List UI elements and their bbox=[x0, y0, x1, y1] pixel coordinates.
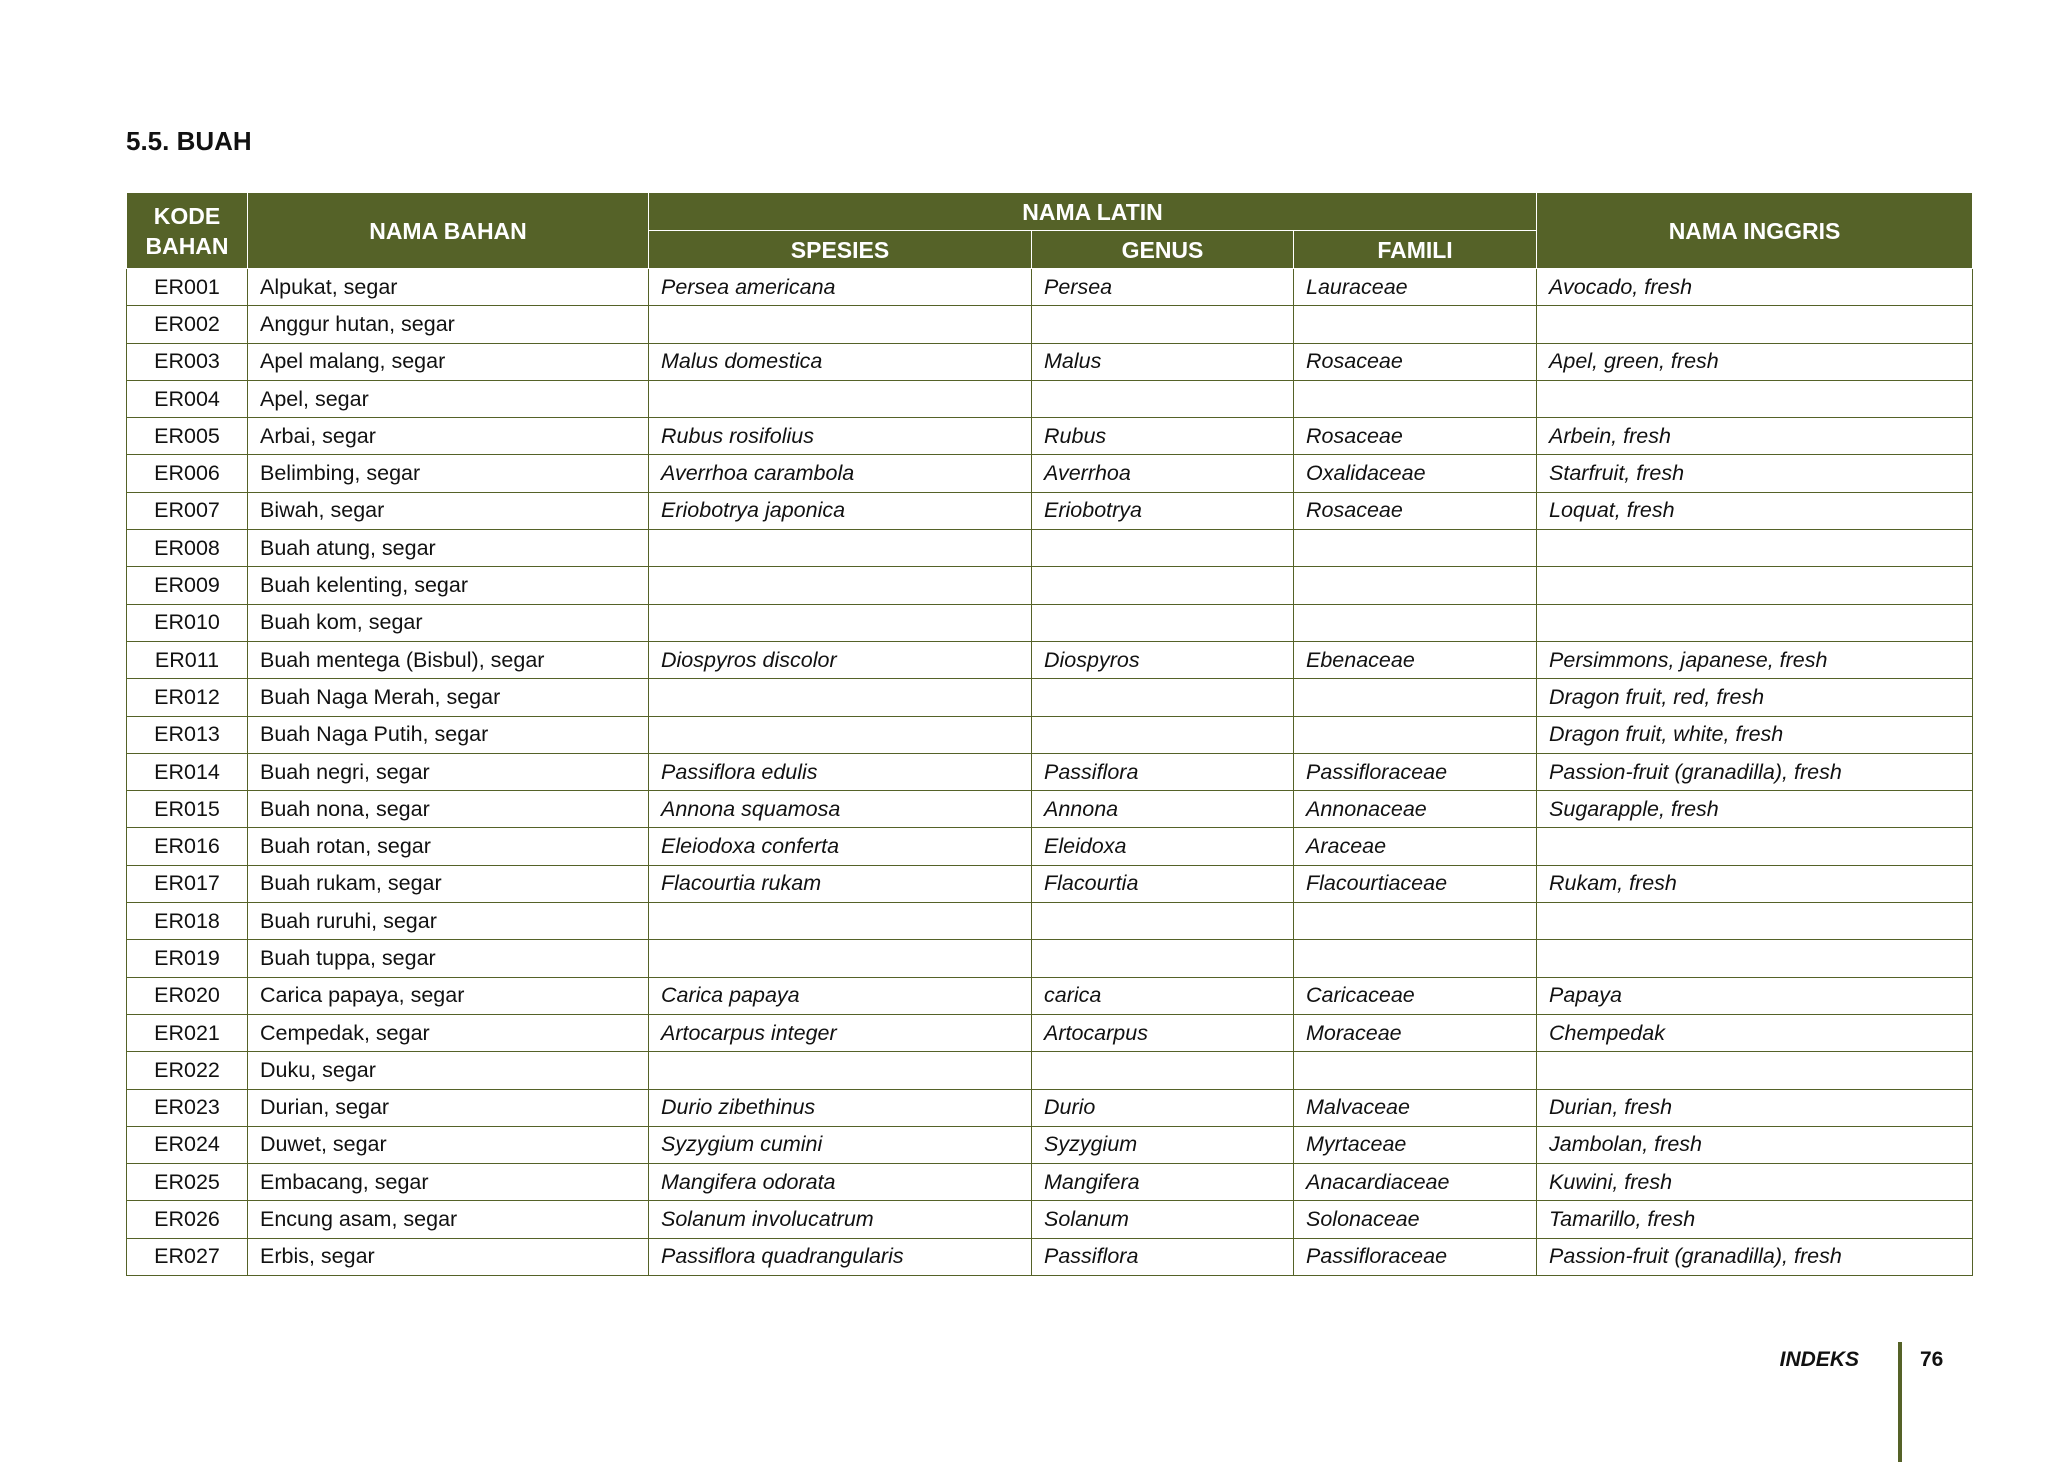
cell-nama-bahan: Buah ruruhi, segar bbox=[248, 903, 649, 940]
cell-kode: ER008 bbox=[127, 530, 248, 567]
cell-genus bbox=[1032, 679, 1294, 716]
cell-famili bbox=[1294, 380, 1537, 417]
cell-nama-inggris: Starfruit, fresh bbox=[1537, 455, 1973, 492]
cell-kode: ER025 bbox=[127, 1164, 248, 1201]
cell-genus: Annona bbox=[1032, 791, 1294, 828]
table-row bbox=[127, 492, 1973, 529]
cell-famili: Moraceae bbox=[1294, 1014, 1537, 1051]
cell-nama-inggris: Durian, fresh bbox=[1537, 1089, 1973, 1126]
section-title: 5.5. BUAH bbox=[126, 126, 252, 156]
cell-genus bbox=[1032, 604, 1294, 641]
cell-nama-inggris: Kuwini, fresh bbox=[1537, 1164, 1973, 1201]
cell-spesies bbox=[649, 1052, 1032, 1089]
cell-nama-inggris: Passion-fruit (granadilla), fresh bbox=[1537, 753, 1973, 790]
footer-label: INDEKS bbox=[1779, 1348, 1859, 1371]
cell-genus: Durio bbox=[1032, 1089, 1294, 1126]
table-row bbox=[127, 1201, 1973, 1238]
table-row bbox=[127, 455, 1973, 492]
cell-spesies bbox=[649, 604, 1032, 641]
cell-nama-inggris: Rukam, fresh bbox=[1537, 865, 1973, 902]
table-row bbox=[127, 1126, 1973, 1163]
cell-nama-bahan: Embacang, segar bbox=[248, 1164, 649, 1201]
cell-nama-inggris bbox=[1537, 530, 1973, 567]
cell-nama-inggris: Dragon fruit, white, fresh bbox=[1537, 716, 1973, 753]
cell-famili bbox=[1294, 567, 1537, 604]
cell-genus bbox=[1032, 716, 1294, 753]
table-row bbox=[127, 530, 1973, 567]
cell-nama-bahan: Duwet, segar bbox=[248, 1126, 649, 1163]
cell-nama-bahan: Apel malang, segar bbox=[248, 343, 649, 380]
cell-spesies: Averrhoa carambola bbox=[649, 455, 1032, 492]
cell-famili: Anacardiaceae bbox=[1294, 1164, 1537, 1201]
header-genus: GENUS bbox=[1032, 231, 1294, 269]
cell-famili: Lauraceae bbox=[1294, 269, 1537, 306]
cell-nama-inggris: Tamarillo, fresh bbox=[1537, 1201, 1973, 1238]
table-row bbox=[127, 679, 1973, 716]
cell-kode: ER002 bbox=[127, 306, 248, 343]
cell-kode: ER013 bbox=[127, 716, 248, 753]
cell-nama-bahan: Buah kom, segar bbox=[248, 604, 649, 641]
cell-genus bbox=[1032, 380, 1294, 417]
table-row bbox=[127, 269, 1973, 306]
table-row bbox=[127, 903, 1973, 940]
cell-nama-inggris: Passion-fruit (granadilla), fresh bbox=[1537, 1238, 1973, 1275]
header-nama-inggris: NAMA INGGRIS bbox=[1537, 193, 1973, 269]
cell-kode: ER012 bbox=[127, 679, 248, 716]
cell-nama-bahan: Buah Naga Merah, segar bbox=[248, 679, 649, 716]
cell-kode: ER020 bbox=[127, 977, 248, 1014]
cell-spesies bbox=[649, 903, 1032, 940]
cell-kode: ER009 bbox=[127, 567, 248, 604]
cell-spesies: Persea americana bbox=[649, 269, 1032, 306]
header-nama-latin: NAMA LATIN bbox=[649, 193, 1537, 231]
cell-nama-inggris bbox=[1537, 380, 1973, 417]
table-row bbox=[127, 865, 1973, 902]
cell-genus bbox=[1032, 306, 1294, 343]
cell-nama-bahan: Cempedak, segar bbox=[248, 1014, 649, 1051]
cell-genus: Passiflora bbox=[1032, 1238, 1294, 1275]
cell-genus: Eleidoxa bbox=[1032, 828, 1294, 865]
cell-spesies bbox=[649, 940, 1032, 977]
cell-kode: ER007 bbox=[127, 492, 248, 529]
table-row bbox=[127, 306, 1973, 343]
cell-nama-inggris bbox=[1537, 567, 1973, 604]
header-famili: FAMILI bbox=[1294, 231, 1537, 269]
cell-spesies: Solanum involucatrum bbox=[649, 1201, 1032, 1238]
table-row bbox=[127, 828, 1973, 865]
cell-spesies bbox=[649, 306, 1032, 343]
table-row bbox=[127, 1089, 1973, 1126]
cell-spesies: Passiflora quadrangularis bbox=[649, 1238, 1032, 1275]
cell-famili: Caricaceae bbox=[1294, 977, 1537, 1014]
cell-famili: Rosaceae bbox=[1294, 492, 1537, 529]
table-row bbox=[127, 1014, 1973, 1051]
cell-genus: Mangifera bbox=[1032, 1164, 1294, 1201]
cell-genus: Averrhoa bbox=[1032, 455, 1294, 492]
cell-famili: Ebenaceae bbox=[1294, 641, 1537, 678]
cell-nama-bahan: Buah negri, segar bbox=[248, 753, 649, 790]
cell-kode: ER018 bbox=[127, 903, 248, 940]
cell-genus bbox=[1032, 1052, 1294, 1089]
cell-genus: Syzygium bbox=[1032, 1126, 1294, 1163]
cell-nama-inggris bbox=[1537, 828, 1973, 865]
cell-famili: Passifloraceae bbox=[1294, 753, 1537, 790]
cell-famili bbox=[1294, 716, 1537, 753]
table-row bbox=[127, 567, 1973, 604]
cell-nama-inggris: Chempedak bbox=[1537, 1014, 1973, 1051]
cell-kode: ER011 bbox=[127, 641, 248, 678]
cell-nama-inggris: Avocado, fresh bbox=[1537, 269, 1973, 306]
cell-genus: carica bbox=[1032, 977, 1294, 1014]
cell-nama-inggris bbox=[1537, 604, 1973, 641]
cell-nama-inggris: Loquat, fresh bbox=[1537, 492, 1973, 529]
cell-nama-inggris: Arbein, fresh bbox=[1537, 418, 1973, 455]
cell-spesies: Carica papaya bbox=[649, 977, 1032, 1014]
cell-famili bbox=[1294, 903, 1537, 940]
table-row bbox=[127, 1238, 1973, 1275]
cell-spesies: Eleiodoxa conferta bbox=[649, 828, 1032, 865]
header-nama-bahan: NAMA BAHAN bbox=[248, 193, 649, 269]
cell-famili: Rosaceae bbox=[1294, 418, 1537, 455]
cell-genus: Persea bbox=[1032, 269, 1294, 306]
cell-spesies: Passiflora edulis bbox=[649, 753, 1032, 790]
cell-nama-bahan: Buah rukam, segar bbox=[248, 865, 649, 902]
cell-genus: Diospyros bbox=[1032, 641, 1294, 678]
cell-nama-bahan: Encung asam, segar bbox=[248, 1201, 649, 1238]
cell-famili bbox=[1294, 940, 1537, 977]
cell-kode: ER024 bbox=[127, 1126, 248, 1163]
cell-nama-bahan: Alpukat, segar bbox=[248, 269, 649, 306]
cell-famili bbox=[1294, 306, 1537, 343]
cell-genus: Artocarpus bbox=[1032, 1014, 1294, 1051]
cell-spesies: Durio zibethinus bbox=[649, 1089, 1032, 1126]
cell-genus: Malus bbox=[1032, 343, 1294, 380]
cell-kode: ER026 bbox=[127, 1201, 248, 1238]
cell-kode: ER016 bbox=[127, 828, 248, 865]
cell-nama-bahan: Biwah, segar bbox=[248, 492, 649, 529]
cell-spesies: Syzygium cumini bbox=[649, 1126, 1032, 1163]
cell-genus bbox=[1032, 530, 1294, 567]
cell-kode: ER023 bbox=[127, 1089, 248, 1126]
cell-nama-bahan: Carica papaya, segar bbox=[248, 977, 649, 1014]
cell-nama-bahan: Belimbing, segar bbox=[248, 455, 649, 492]
cell-famili: Flacourtiaceae bbox=[1294, 865, 1537, 902]
cell-spesies: Malus domestica bbox=[649, 343, 1032, 380]
cell-nama-bahan: Buah atung, segar bbox=[248, 530, 649, 567]
cell-famili: Myrtaceae bbox=[1294, 1126, 1537, 1163]
cell-nama-inggris: Jambolan, fresh bbox=[1537, 1126, 1973, 1163]
cell-kode: ER005 bbox=[127, 418, 248, 455]
table-body bbox=[127, 269, 1973, 1276]
footer-divider bbox=[1898, 1342, 1902, 1462]
cell-nama-bahan: Erbis, segar bbox=[248, 1238, 649, 1275]
cell-nama-inggris: Papaya bbox=[1537, 977, 1973, 1014]
cell-genus: Passiflora bbox=[1032, 753, 1294, 790]
cell-nama-bahan: Buah Naga Putih, segar bbox=[248, 716, 649, 753]
cell-famili: Passifloraceae bbox=[1294, 1238, 1537, 1275]
cell-genus: Solanum bbox=[1032, 1201, 1294, 1238]
table-row bbox=[127, 1164, 1973, 1201]
cell-nama-bahan: Buah mentega (Bisbul), segar bbox=[248, 641, 649, 678]
table-row bbox=[127, 380, 1973, 417]
cell-kode: ER001 bbox=[127, 269, 248, 306]
cell-famili: Malvaceae bbox=[1294, 1089, 1537, 1126]
cell-kode: ER022 bbox=[127, 1052, 248, 1089]
cell-nama-inggris bbox=[1537, 903, 1973, 940]
table-row bbox=[127, 641, 1973, 678]
cell-kode: ER014 bbox=[127, 753, 248, 790]
cell-spesies: Diospyros discolor bbox=[649, 641, 1032, 678]
cell-kode: ER017 bbox=[127, 865, 248, 902]
cell-nama-inggris: Dragon fruit, red, fresh bbox=[1537, 679, 1973, 716]
cell-kode: ER019 bbox=[127, 940, 248, 977]
cell-genus: Eriobotrya bbox=[1032, 492, 1294, 529]
cell-spesies: Eriobotrya japonica bbox=[649, 492, 1032, 529]
cell-genus: Flacourtia bbox=[1032, 865, 1294, 902]
cell-nama-bahan: Buah rotan, segar bbox=[248, 828, 649, 865]
cell-spesies: Rubus rosifolius bbox=[649, 418, 1032, 455]
table-row bbox=[127, 716, 1973, 753]
cell-nama-bahan: Apel, segar bbox=[248, 380, 649, 417]
table-row bbox=[127, 753, 1973, 790]
header-kode-bahan: KODE BAHAN bbox=[127, 193, 248, 269]
cell-kode: ER006 bbox=[127, 455, 248, 492]
cell-spesies bbox=[649, 679, 1032, 716]
cell-nama-inggris: Persimmons, japanese, fresh bbox=[1537, 641, 1973, 678]
cell-spesies bbox=[649, 716, 1032, 753]
cell-nama-inggris: Sugarapple, fresh bbox=[1537, 791, 1973, 828]
cell-nama-bahan: Buah nona, segar bbox=[248, 791, 649, 828]
cell-famili bbox=[1294, 679, 1537, 716]
cell-genus bbox=[1032, 940, 1294, 977]
cell-famili bbox=[1294, 530, 1537, 567]
cell-nama-inggris: Apel, green, fresh bbox=[1537, 343, 1973, 380]
cell-nama-inggris bbox=[1537, 1052, 1973, 1089]
page-number: 76 bbox=[1920, 1348, 1944, 1371]
cell-nama-bahan: Anggur hutan, segar bbox=[248, 306, 649, 343]
cell-kode: ER027 bbox=[127, 1238, 248, 1275]
cell-nama-bahan: Durian, segar bbox=[248, 1089, 649, 1126]
cell-famili: Rosaceae bbox=[1294, 343, 1537, 380]
table-row bbox=[127, 977, 1973, 1014]
cell-spesies: Artocarpus integer bbox=[649, 1014, 1032, 1051]
table-row bbox=[127, 791, 1973, 828]
cell-kode: ER010 bbox=[127, 604, 248, 641]
table-row bbox=[127, 604, 1973, 641]
cell-famili: Solonaceae bbox=[1294, 1201, 1537, 1238]
cell-nama-inggris bbox=[1537, 940, 1973, 977]
cell-kode: ER003 bbox=[127, 343, 248, 380]
cell-famili: Araceae bbox=[1294, 828, 1537, 865]
fruit-table bbox=[126, 192, 1973, 1276]
cell-famili: Oxalidaceae bbox=[1294, 455, 1537, 492]
cell-genus: Rubus bbox=[1032, 418, 1294, 455]
header-spesies: SPESIES bbox=[649, 231, 1032, 269]
table-row bbox=[127, 940, 1973, 977]
table-row bbox=[127, 1052, 1973, 1089]
cell-spesies: Annona squamosa bbox=[649, 791, 1032, 828]
cell-genus bbox=[1032, 567, 1294, 604]
cell-nama-bahan: Arbai, segar bbox=[248, 418, 649, 455]
cell-kode: ER004 bbox=[127, 380, 248, 417]
cell-spesies: Mangifera odorata bbox=[649, 1164, 1032, 1201]
cell-spesies: Flacourtia rukam bbox=[649, 865, 1032, 902]
cell-nama-bahan: Buah tuppa, segar bbox=[248, 940, 649, 977]
cell-spesies bbox=[649, 567, 1032, 604]
cell-famili: Annonaceae bbox=[1294, 791, 1537, 828]
cell-kode: ER015 bbox=[127, 791, 248, 828]
cell-spesies bbox=[649, 380, 1032, 417]
cell-famili bbox=[1294, 604, 1537, 641]
cell-kode: ER021 bbox=[127, 1014, 248, 1051]
table-row bbox=[127, 343, 1973, 380]
table-header bbox=[127, 193, 1973, 269]
cell-nama-bahan: Duku, segar bbox=[248, 1052, 649, 1089]
cell-nama-bahan: Buah kelenting, segar bbox=[248, 567, 649, 604]
cell-spesies bbox=[649, 530, 1032, 567]
cell-famili bbox=[1294, 1052, 1537, 1089]
table-row bbox=[127, 418, 1973, 455]
cell-nama-inggris bbox=[1537, 306, 1973, 343]
cell-genus bbox=[1032, 903, 1294, 940]
